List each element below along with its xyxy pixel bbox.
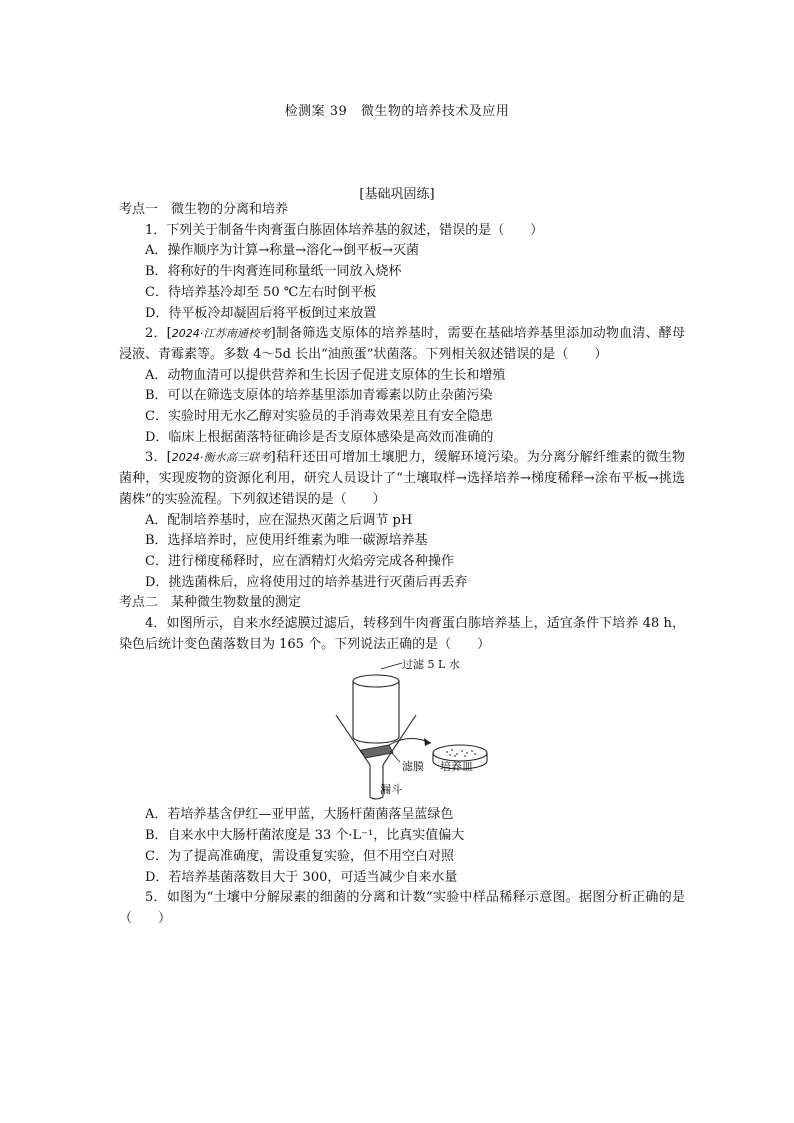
question-stem [119, 324, 685, 365]
water-cylinder [353, 675, 399, 743]
option-b: B．自来水中大肠杆菌浓度是 33 个·L⁻¹，比真实值偏大 [145, 828, 465, 844]
option-c: C．进行梯度稀释时，应在酒精灯火焰旁完成各种操作 [145, 553, 454, 569]
label-dish: 培养皿 [440, 760, 473, 774]
label-pointer [381, 663, 402, 669]
question-stem: 1．下列关于制备牛肉膏蛋白胨固体培养基的叙述，错误的是（ ） [145, 222, 544, 238]
option-d: D．临床上根据菌落特征确诊是否支原体感染是高效而准确的 [145, 429, 494, 445]
question-source: 2024·衡水高三联考 [171, 451, 271, 465]
question-3 [119, 448, 685, 593]
question-number: 2．[ [145, 326, 172, 342]
option-d: D．若培养基菌落数目大于 300，可适当减少自来水量 [145, 869, 458, 885]
option-c: C．实验时用无水乙醇对实验员的手消毒效果差且有安全隐患 [145, 409, 493, 425]
question-number: 3．[ [145, 450, 172, 466]
option-a: A．若培养基含伊红—亚甲蓝，大肠杆菌菌落呈蓝绿色 [145, 807, 454, 823]
option-a: A．动物血清可以提供营养和生长因子促进支原体的生长和增殖 [145, 367, 506, 383]
question-stem [119, 448, 685, 510]
option-d: D．挑选菌株后，应将使用过的培养基进行灭菌后再丢弃 [145, 574, 468, 590]
filter-membrane [361, 745, 393, 758]
topic-heading-1: 考点一 微生物的分离和培养 [119, 202, 289, 217]
topic-heading-2: 考点二 某种微生物数量的测定 [119, 595, 302, 611]
question-source: 2024·江苏南通校考 [171, 327, 271, 341]
label-filter: 过滤 5 L 水 [402, 658, 460, 672]
option-d: D．待平板冷却凝固后将平板倒过来放置 [145, 305, 377, 321]
option-c: C．待培养基冷却至 50 ℃左右时倒平板 [145, 284, 377, 300]
option-b: B．将称好的牛肉膏连同称量纸一同放入烧杯 [145, 264, 402, 280]
question-stem: 5．如图为“土壤中分解尿素的细菌的分离和计数”实验中样品稀释示意图。据图分析正确的是（ ） [119, 890, 685, 926]
question-1 [119, 221, 685, 325]
question-5 [119, 888, 685, 929]
option-c: C．为了提高准确度，需设重复实验，但不用空白对照 [145, 848, 454, 864]
question-2 [119, 324, 685, 448]
option-a: A．配制培养基时，应在湿热灭菌之后调节 pH [145, 512, 413, 528]
document-title: 检测案 39 微生物的培养技术及应用 [284, 104, 510, 119]
section-heading: [基础巩固练] [359, 187, 435, 202]
option-b: B．可以在筛选支原体的培养基里添加青霉素以防止杂菌污染 [145, 388, 493, 404]
question-stem: 4．如图所示，自来水经滤膜过滤后，转移到牛肉膏蛋白胨培养基上，适宜条件下培养 48 h，染色后统计变色菌落数目为 165 个。下列说法正确的是（ ） [119, 616, 685, 652]
option-b: B．选择培养时，应使用纤维素为唯一碳源培养基 [145, 533, 428, 549]
question-text: ]秸秆还田可增加土壤肥力，缓解环境污染。为分离分解纤维素的微生物菌种，实现废物的资源化利用，研究人员设计了“土壤取样→选择培养→梯度稀释→涂布平板→挑选菌株”的实验流程。下列叙述错误的是（ ） [119, 450, 685, 507]
filtration-figure [119, 655, 685, 805]
filtration-diagram [119, 655, 685, 805]
question-text: ]制备筛选支原体的培养基时，需要在基础培养基里添加动物血清、酵母浸液、青霉素等。多数 4～5d 长出“油煎蛋”状菌落。下列相关叙述错误的是（ ） [119, 326, 685, 362]
document-body [119, 200, 685, 930]
membrane-pointer [390, 751, 400, 762]
option-a: A．操作顺序为计算→称量→溶化→倒平板→灭菌 [145, 243, 419, 259]
question-4 [119, 614, 685, 888]
label-membrane: 滤膜 [402, 760, 424, 774]
label-funnel: 漏斗 [380, 783, 402, 797]
